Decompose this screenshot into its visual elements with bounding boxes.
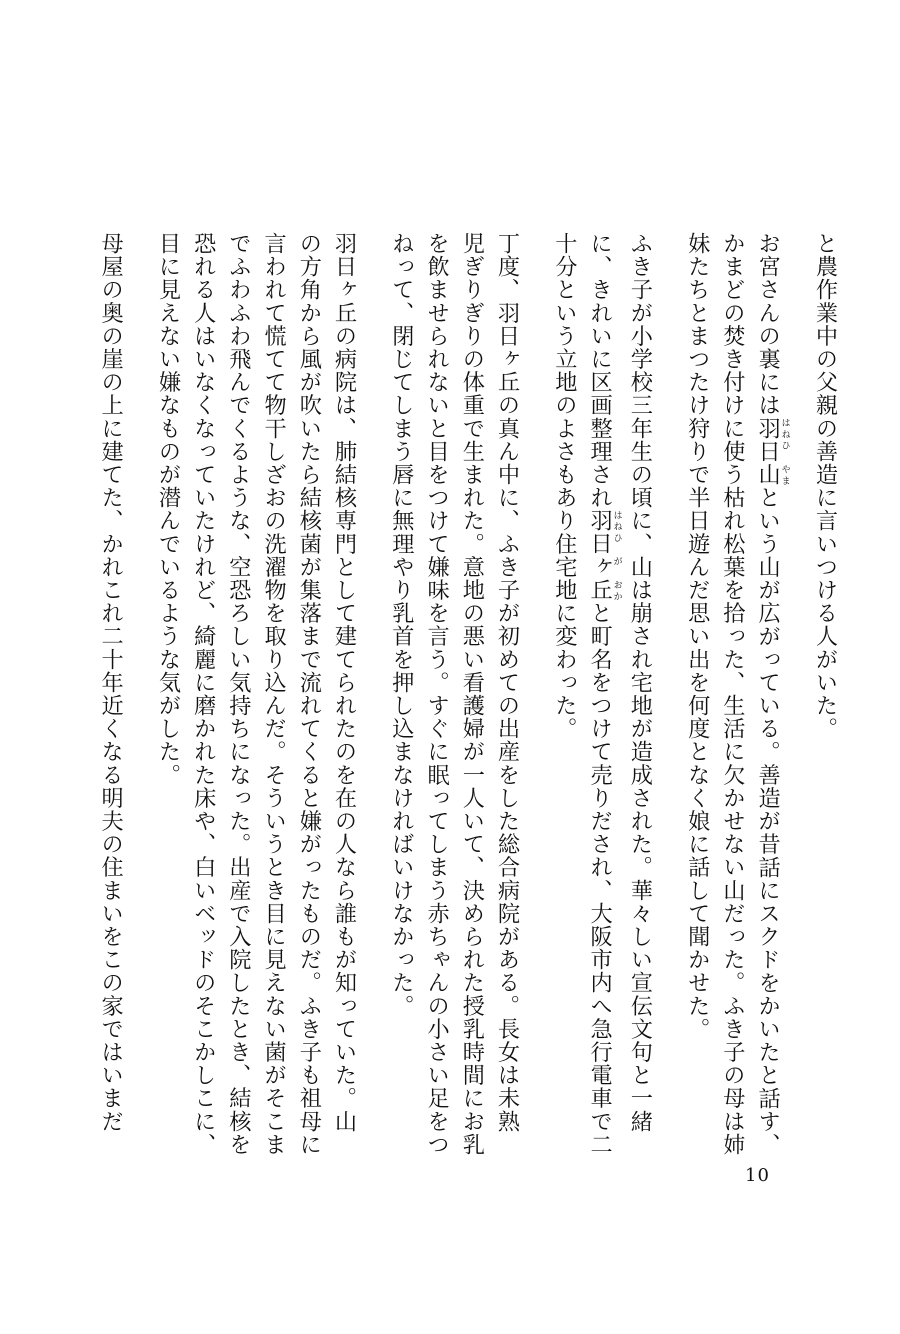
text-line-18: 母屋の奥の崖の上に建てた、かれこれ二十年近くなる明夫の住まいをこの家ではいまだ <box>97 232 124 1133</box>
page-number: 10 <box>745 1165 770 1186</box>
text-line-16: 恐れる人はいなくなっていたけれど、綺麗に磨かれた床や、白いベッドのそこかしこに、 <box>190 232 217 1156</box>
text-line-12: 羽日ヶ丘の病院は、肺結核専門として建てられたのを在の人なら誰もが知っていた。山 <box>331 232 358 1133</box>
text-line-10: を飲ませられないと目をつけて嫌味を言う。すぐに眠ってしまう赤ちゃんの小さい足をつ <box>423 232 450 1156</box>
text-line-7: 十分という立地のよさもあり住宅地に変わった。 <box>551 232 578 741</box>
text-line-17: 目に見えない嫌なものが潜んでいるような気がした。 <box>155 232 181 787</box>
text-line-4: 妹たちとまつたけ狩りで半日遊んだ思い出を何度となく娘に話して聞かせた。 <box>684 232 711 1041</box>
ruby-reading: はねひ やま <box>779 416 790 487</box>
text-line-5: ふき子が小学校三年生の頃に、山は崩され宅地が造成された。華々しい宣伝文句と一緒 <box>626 232 653 1133</box>
text-line-11: ねって、閉じてしまう唇に無理やり乳首を押し込まなければいけなかった。 <box>388 232 415 1018</box>
text-line-15: でふわふわ飛んでくるような、空恐ろしい気持ちになった。出産で入院したとき、結核を <box>225 232 252 1156</box>
ruby-reading: はねひ が おか <box>611 509 622 602</box>
text-line-14: 言われて慌てて物干しざおの洗濯物を取り込んだ。そういうとき目に見えない菌がそこま <box>260 232 287 1156</box>
text-line-2: お宮さんの裏には羽日山 はねひ やまという山が広がっている。善造が昔話にスクドをかいたと話す、 <box>754 232 790 1157</box>
text-line-9: 児ぎりぎりの体重で生まれた。意地の悪い看護婦が一人いて、決められた授乳時間にお乳 <box>458 232 485 1156</box>
ruby-text-line-6: 羽日ヶ丘 はねひ が おか <box>586 509 622 602</box>
text-line-1: と農作業中の父親の善造に言いつける人がいた。 <box>812 232 838 741</box>
text-line-6: に、きれいに区画整理され羽日ヶ丘 はねひ が おかと町名をつけて売りだされ、大阪市内へ急行電車で二 <box>586 232 622 1157</box>
text-line-13: の方角から風が吹いたら結核菌が集落まで流れてくると嫌がったものだ。ふき子も祖母に <box>295 232 322 1156</box>
ruby-text-line-2: 羽日山 はねひ やま <box>754 416 790 487</box>
vertical-text-block <box>92 232 842 1157</box>
text-line-3: かまどの焚き付けに使う枯れ松葉を拾った、生活に欠かせない山だった。ふき子の母は姉 <box>719 232 746 1156</box>
text-line-8: 丁度、羽日ヶ丘の真ん中に、ふき子が初めての出産をした総合病院がある。長女は未熟 <box>494 232 521 1133</box>
